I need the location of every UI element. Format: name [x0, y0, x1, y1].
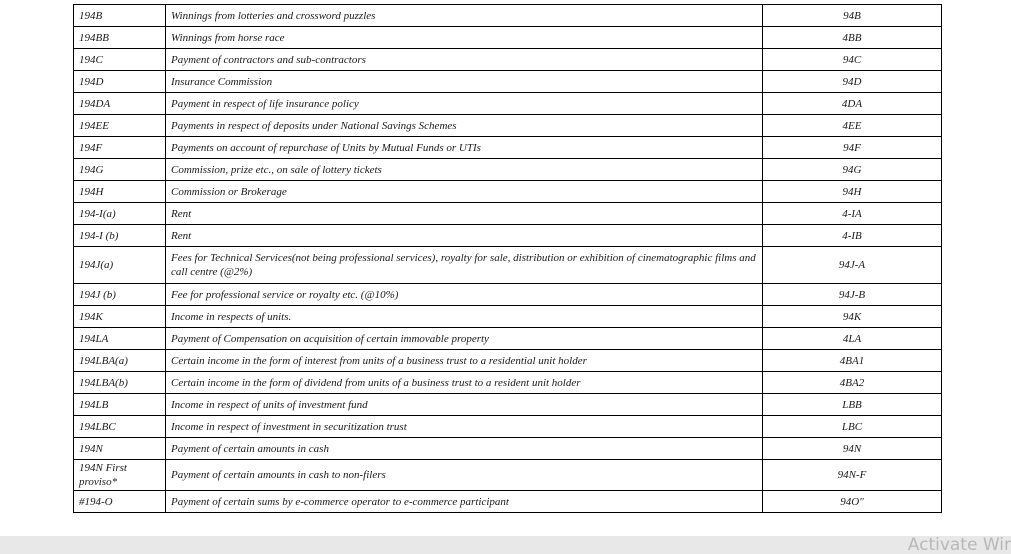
table-row — [74, 115, 942, 137]
table-row — [74, 225, 942, 247]
activate-windows-watermark: Activate Wir — [907, 535, 1011, 554]
table-row — [74, 181, 942, 203]
table-row — [74, 491, 942, 513]
nature-cell: Payments in respect of deposits under National Savings Schemes — [166, 115, 763, 137]
table-row — [74, 306, 942, 328]
table-row — [74, 137, 942, 159]
nature-cell: Payment of Compensation on acquisition of certain immovable property — [166, 328, 763, 350]
nature-cell: Payment in respect of life insurance policy — [166, 93, 763, 115]
section-cell: 194EE — [74, 115, 166, 137]
section-cell: 194J(a) — [74, 247, 166, 284]
nature-cell: Payment of certain amounts in cash to non-filers — [166, 460, 763, 491]
section-cell: 194B — [74, 5, 166, 27]
code-cell: 94J-A — [763, 247, 942, 284]
viewer-bottom-margin — [0, 536, 1011, 554]
nature-cell: Income in respect of investment in securitization trust — [166, 416, 763, 438]
nature-cell: Payment of contractors and sub-contractors — [166, 49, 763, 71]
code-cell: 94D — [763, 71, 942, 93]
nature-cell: Payment of certain sums by e-commerce operator to e-commerce participant — [166, 491, 763, 513]
nature-cell: Income in respect of units of investment fund — [166, 394, 763, 416]
section-cell: 194F — [74, 137, 166, 159]
code-cell: 4-IB — [763, 225, 942, 247]
code-cell: 94F — [763, 137, 942, 159]
nature-cell: Rent — [166, 203, 763, 225]
table-row — [74, 247, 942, 284]
code-cell: 4-IA — [763, 203, 942, 225]
table-row — [74, 5, 942, 27]
section-cell: 194LBA(a) — [74, 350, 166, 372]
table-row — [74, 394, 942, 416]
table-row — [74, 416, 942, 438]
nature-cell: Certain income in the form of interest from units of a business trust to a residential unit holder — [166, 350, 763, 372]
nature-cell: Commission or Brokerage — [166, 181, 763, 203]
code-cell: 4BA2 — [763, 372, 942, 394]
code-cell: 4BB — [763, 27, 942, 49]
table-body — [74, 5, 942, 513]
nature-cell: Winnings from horse race — [166, 27, 763, 49]
nature-cell: Commission, prize etc., on sale of lottery tickets — [166, 159, 763, 181]
nature-cell: Fees for Technical Services(not being professional services), royalty for sale, distribution or exhibition of cinematographic films and call centre (@2%) — [166, 247, 763, 284]
code-cell: 94K — [763, 306, 942, 328]
section-cell: #194-O — [74, 491, 166, 513]
section-cell: 194J (b) — [74, 284, 166, 306]
table-row — [74, 350, 942, 372]
section-cell: 194C — [74, 49, 166, 71]
table-row — [74, 93, 942, 115]
code-cell: 94H — [763, 181, 942, 203]
section-cell: 194-I (b) — [74, 225, 166, 247]
table-row — [74, 159, 942, 181]
code-cell: 4EE — [763, 115, 942, 137]
section-cell: 194LA — [74, 328, 166, 350]
section-cell: 194K — [74, 306, 166, 328]
section-cell: 194N First proviso* — [74, 460, 166, 491]
table-row — [74, 27, 942, 49]
section-cell: 194LBC — [74, 416, 166, 438]
nature-cell: Insurance Commission — [166, 71, 763, 93]
code-cell: 94G — [763, 159, 942, 181]
code-cell: 94J-B — [763, 284, 942, 306]
table-row — [74, 372, 942, 394]
table-row — [74, 328, 942, 350]
code-cell: 4BA1 — [763, 350, 942, 372]
table-row — [74, 438, 942, 460]
section-cell: 194LBA(b) — [74, 372, 166, 394]
code-cell: 94O" — [763, 491, 942, 513]
code-cell: LBC — [763, 416, 942, 438]
section-cell: 194BB — [74, 27, 166, 49]
nature-cell: Fee for professional service or royalty etc. (@10%) — [166, 284, 763, 306]
code-cell: 94N-F — [763, 460, 942, 491]
nature-cell: Winnings from lotteries and crossword puzzles — [166, 5, 763, 27]
nature-cell: Payment of certain amounts in cash — [166, 438, 763, 460]
nature-cell: Income in respects of units. — [166, 306, 763, 328]
section-cell: 194D — [74, 71, 166, 93]
code-cell: 94N — [763, 438, 942, 460]
section-cell: 194-I(a) — [74, 203, 166, 225]
code-cell: 4DA — [763, 93, 942, 115]
code-cell: 94C — [763, 49, 942, 71]
table-row — [74, 49, 942, 71]
nature-cell: Rent — [166, 225, 763, 247]
code-cell: 4LA — [763, 328, 942, 350]
section-cell: 194DA — [74, 93, 166, 115]
section-cell: 194N — [74, 438, 166, 460]
table-row — [74, 284, 942, 306]
section-cell: 194G — [74, 159, 166, 181]
code-cell: LBB — [763, 394, 942, 416]
nature-cell: Payments on account of repurchase of Units by Mutual Funds or UTIs — [166, 137, 763, 159]
tds-section-code-table — [73, 4, 942, 513]
section-cell: 194H — [74, 181, 166, 203]
table-row — [74, 460, 942, 491]
table-row — [74, 203, 942, 225]
code-cell: 94B — [763, 5, 942, 27]
nature-cell: Certain income in the form of dividend from units of a business trust to a resident unit holder — [166, 372, 763, 394]
section-cell: 194LB — [74, 394, 166, 416]
table-row — [74, 71, 942, 93]
